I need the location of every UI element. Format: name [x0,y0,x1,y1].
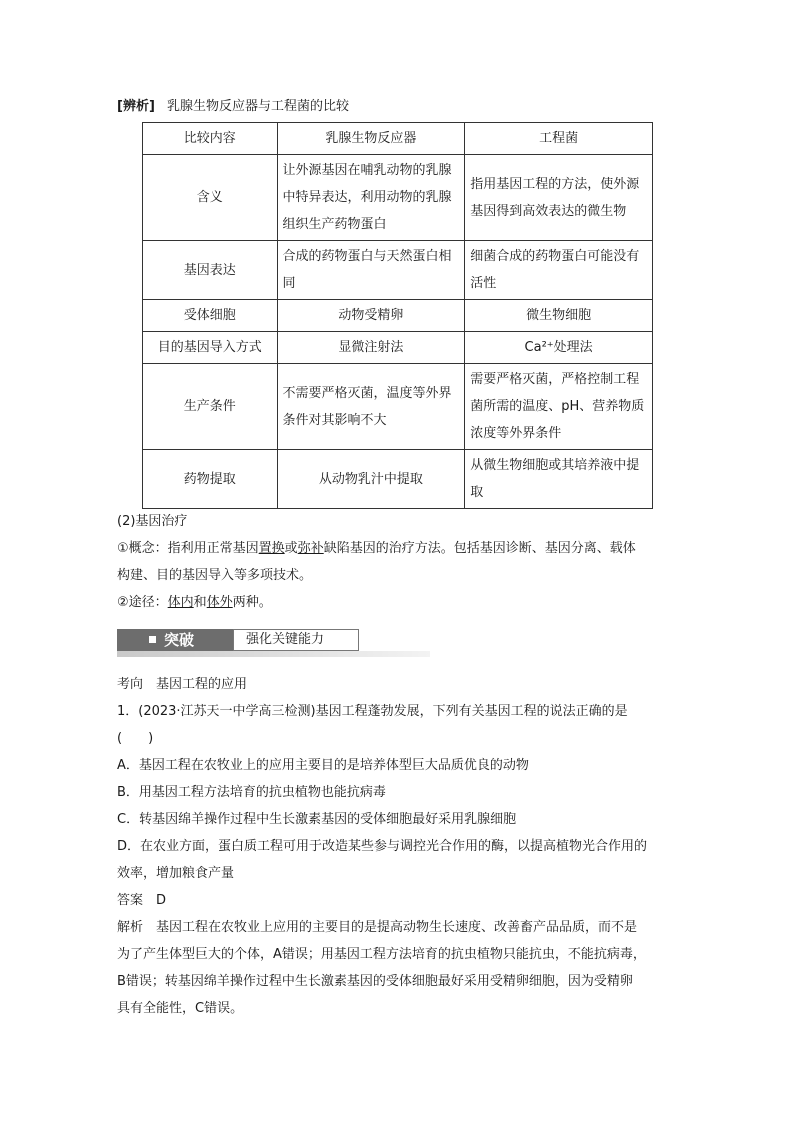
option-d-line1: D．在农业方面，蛋白质工程可用于改造某些参与调控光合作用的酶，以提高植物光合作用的 [117,839,648,854]
table-row [143,155,653,241]
analysis-heading [117,95,349,114]
banner-sub: 强化关键能力 [233,629,359,651]
route-text: 和 [193,595,207,610]
option-b: B．用基因工程方法培育的抗虫植物也能抗病毒 [117,785,386,800]
banner-main-label: 突破 [164,631,195,649]
table-cell: 从动物乳汁中提取 [277,450,465,509]
table-cell: 受体细胞 [143,300,278,332]
table-header-row [143,123,653,155]
banner-underline [117,651,430,657]
table-row [143,300,653,332]
table-cell: 目的基因导入方式 [143,332,278,364]
table-header-cell: 工程菌 [465,123,653,155]
option-a: A．基因工程在农牧业上的应用主要目的是培养体型巨大品质优良的动物 [117,758,529,773]
concept-underlined-term: 弥补 [297,541,324,556]
option-c: C．转基因绵羊操作过程中生长激素基因的受体细胞最好采用乳腺细胞 [117,812,517,827]
explanation-line3: B错误；转基因绵羊操作过程中生长激素基因的受体细胞最好采用受精卵细胞，因为受精卵 [117,974,633,989]
gene-therapy-heading: (2)基因治疗 [117,514,188,529]
question-stem-line2: ( ) [117,731,154,746]
table-header-cell: 乳腺生物反应器 [277,123,465,155]
explanation-line1: 解析 基因工程在农牧业上应用的主要目的是提高动物生长速度、改善畜产品品质，而不是 [117,920,638,935]
banner-main [117,629,233,651]
route-underlined-term: 体内 [167,595,194,610]
analysis-tag: [辨析] [117,99,155,114]
table-cell: 合成的药物蛋白与天然蛋白相同 [277,241,465,300]
explanation-line4: 具有全能性，C错误。 [117,1001,244,1016]
question-topic: 考向 基因工程的应用 [117,677,248,692]
table-cell: 指用基因工程的方法，使外源基因得到高效表达的微生物 [465,155,653,241]
square-bullet-icon [149,636,156,643]
table-cell: 微生物细胞 [465,300,653,332]
table-header-cell: 比较内容 [143,123,278,155]
option-d-line2: 效率，增加粮食产量 [117,866,235,881]
section-banner [117,629,430,653]
gene-therapy-route [117,591,272,610]
table-cell: 让外源基因在哺乳动物的乳腺中特异表达，利用动物的乳腺组织生产药物蛋白 [277,155,465,241]
gene-therapy-concept-line1 [117,537,636,556]
route-underlined-term: 体外 [206,595,233,610]
table-cell: 显微注射法 [277,332,465,364]
table-cell: 动物受精卵 [277,300,465,332]
table-cell: 药物提取 [143,450,278,509]
question-stem-line1: 1．(2023·江苏天一中学高三检测)基因工程蓬勃发展，下列有关基因工程的说法正确的是 [117,704,628,719]
analysis-title: 乳腺生物反应器与工程菌的比较 [167,99,350,114]
concept-underlined-term: 置换 [258,541,285,556]
table-cell: 基因表达 [143,241,278,300]
table-row [143,332,653,364]
table-cell: 需要严格灭菌，严格控制工程菌所需的温度、pH、营养物质浓度等外界条件 [465,364,653,450]
table-cell: 细菌合成的药物蛋白可能没有活性 [465,241,653,300]
concept-text: 或 [284,541,298,556]
table-row [143,450,653,509]
table-cell: 从微生物细胞或其培养液中提取 [465,450,653,509]
gene-therapy-concept-line2: 构建、目的基因导入等多项技术。 [117,568,313,583]
route-text: ②途径： [117,595,168,610]
answer: 答案 D [117,893,167,908]
table-cell: 不需要严格灭菌，温度等外界条件对其影响不大 [277,364,465,450]
table-cell: 含义 [143,155,278,241]
concept-text: 缺陷基因的治疗方法。包括基因诊断、基因分离、载体 [323,541,636,556]
explanation-line2: 为了产生体型巨大的个体，A错误；用基因工程方法培育的抗虫植物只能抗虫，不能抗病毒， [117,947,646,962]
comparison-table [142,122,653,509]
route-text: 两种。 [232,595,272,610]
table-cell: Ca²⁺处理法 [465,332,653,364]
concept-text: ①概念：指利用正常基因 [117,541,259,556]
table-row [143,364,653,450]
table-row [143,241,653,300]
table-cell: 生产条件 [143,364,278,450]
